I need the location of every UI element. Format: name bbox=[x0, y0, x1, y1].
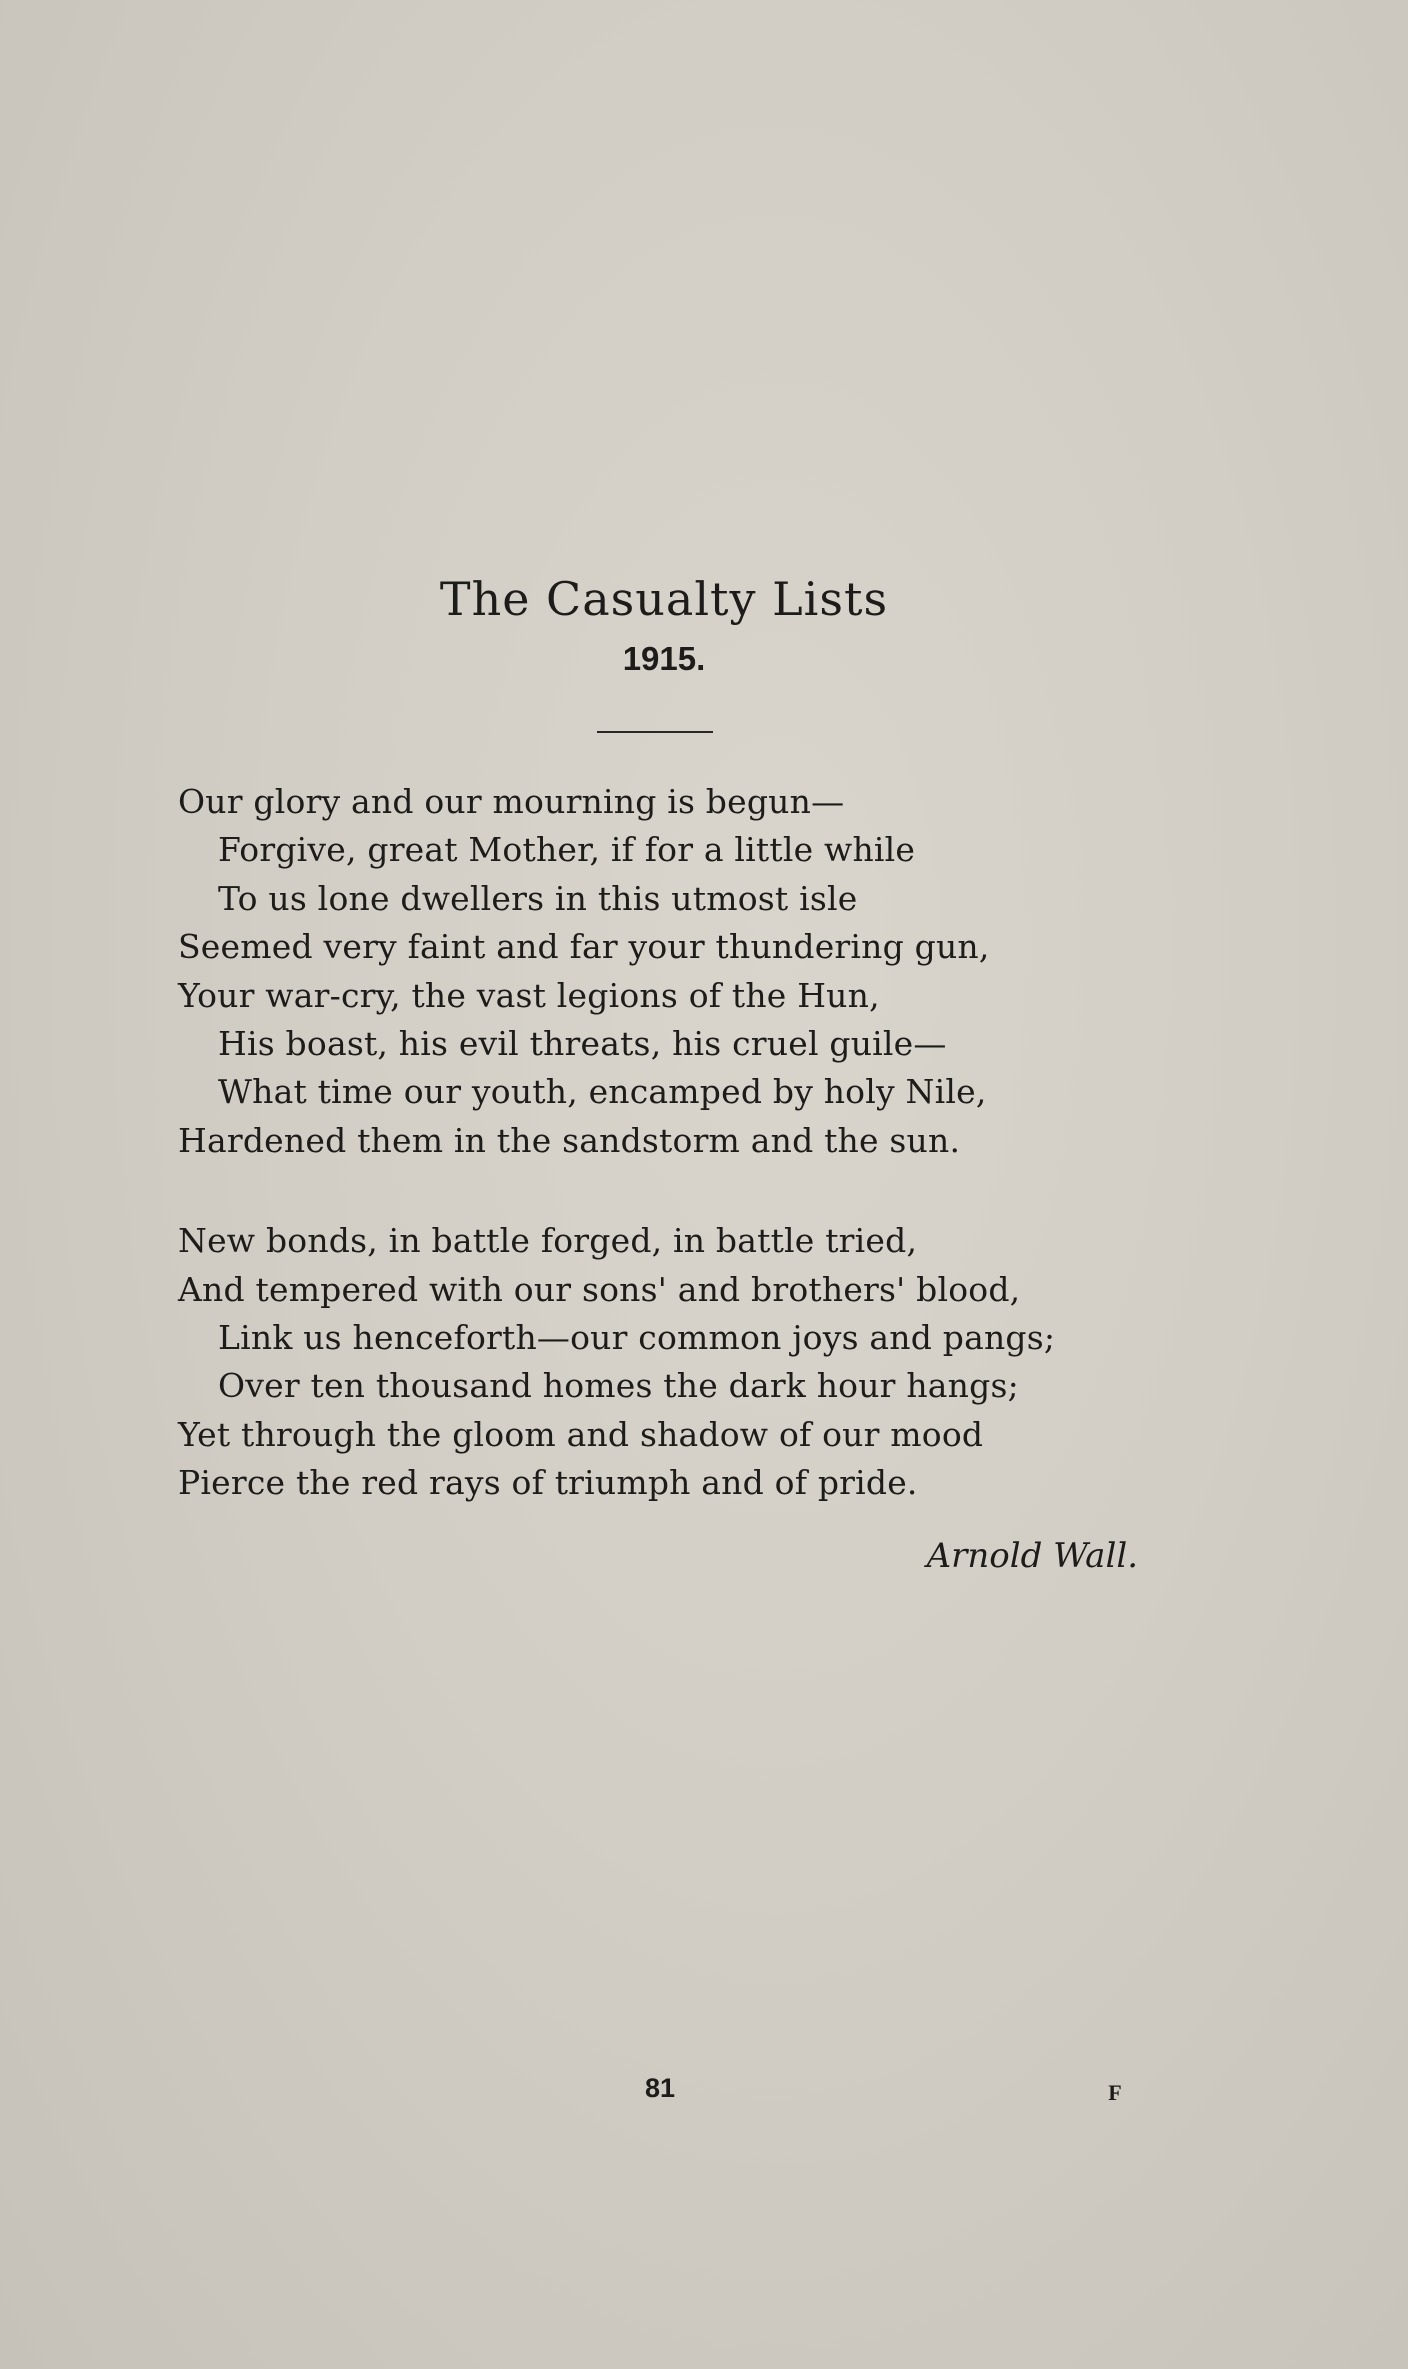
poem-line: New bonds, in battle forged, in battle tried, bbox=[178, 1221, 918, 1261]
poem-line: Hardened them in the sandstorm and the sun. bbox=[178, 1120, 961, 1160]
poem-line: Over ten thousand homes the dark hour hangs; bbox=[218, 1366, 1019, 1406]
poem-line: Your war-cry, the vast legions of the Hun, bbox=[178, 975, 880, 1015]
poem-line: His boast, his evil threats, his cruel guile— bbox=[218, 1023, 947, 1063]
poem-line: What time our youth, encamped by holy Nile, bbox=[218, 1072, 987, 1112]
stanza bbox=[178, 778, 1178, 1165]
poem-line: Yet through the gloom and shadow of our mood bbox=[178, 1414, 984, 1454]
poem-author: Arnold Wall. bbox=[926, 1536, 1138, 1576]
poem-body bbox=[178, 778, 1178, 1507]
poem-line: Link us henceforth—our common joys and pangs; bbox=[218, 1317, 1056, 1357]
poem-line: Forgive, great Mother, if for a little while bbox=[218, 830, 916, 870]
printer-signature-mark: F bbox=[1108, 2080, 1122, 2105]
poem-line: To us lone dwellers in this utmost isle bbox=[218, 878, 858, 918]
page-number: 81 bbox=[644, 2073, 676, 2103]
poem-line: Pierce the red rays of triumph and of pride. bbox=[178, 1463, 918, 1503]
poem-line: Our glory and our mourning is begun— bbox=[178, 782, 845, 821]
title-divider bbox=[597, 731, 713, 733]
poem-line: Seemed very faint and far your thundering gun, bbox=[178, 927, 990, 967]
poem-line: And tempered with our sons' and brothers' blood, bbox=[178, 1269, 1021, 1309]
stanza bbox=[178, 1217, 1178, 1507]
poem-title: The Casualty Lists bbox=[439, 572, 889, 626]
poem-year: 1915. bbox=[622, 640, 706, 677]
stanza-break bbox=[178, 1165, 1178, 1217]
